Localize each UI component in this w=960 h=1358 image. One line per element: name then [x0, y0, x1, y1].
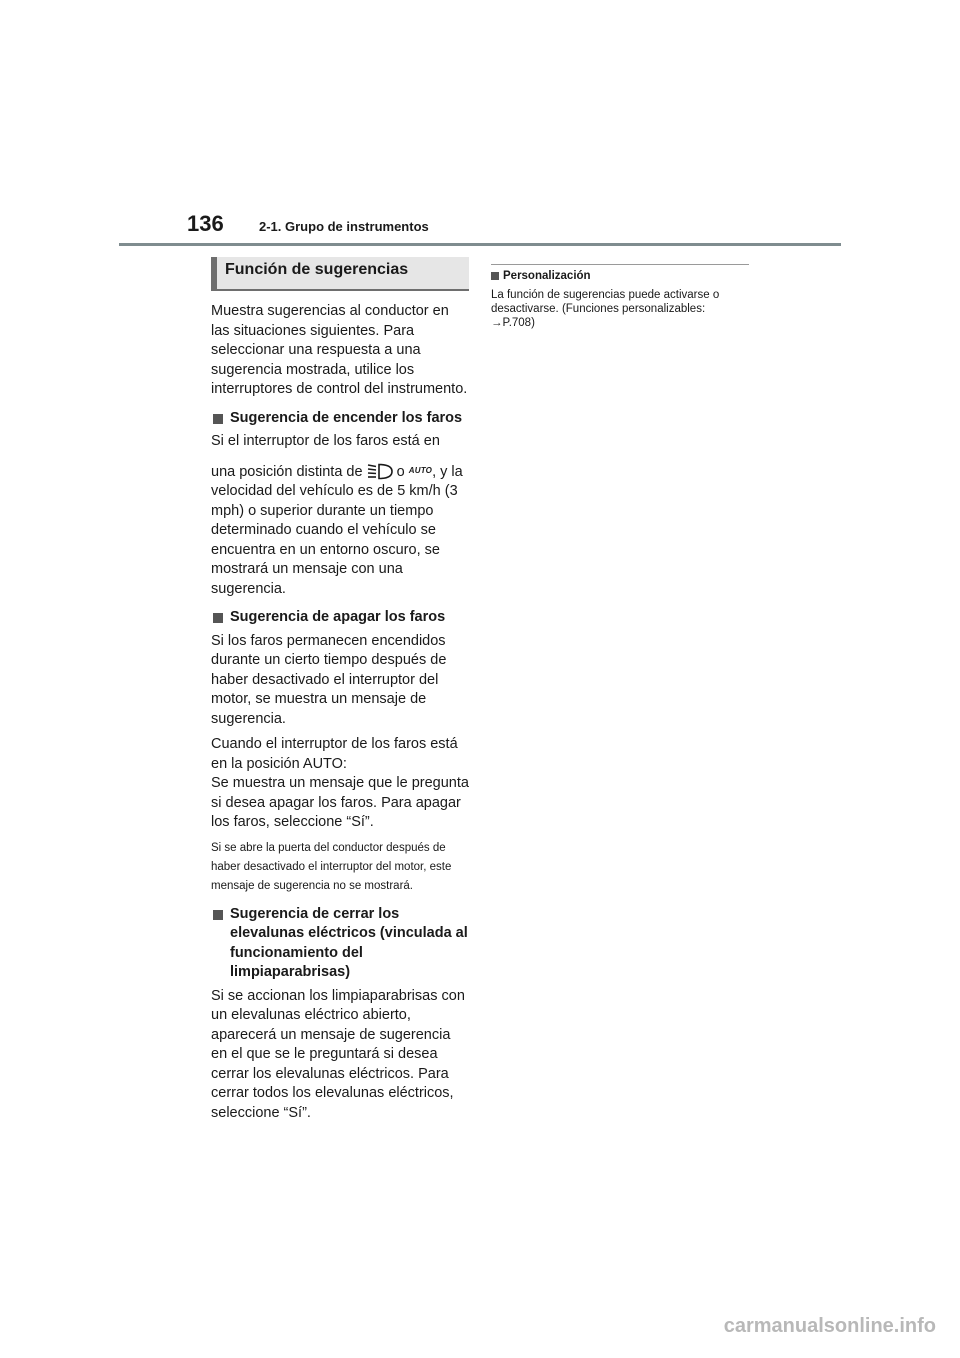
subheading-text: Sugerencia de apagar los faros: [230, 609, 446, 625]
subheading-close-windows: [211, 905, 469, 983]
square-bullet-icon: [213, 613, 223, 623]
subheading-turn-off-lights: [211, 608, 469, 628]
text-span: o: [396, 463, 405, 480]
text-span: Se muestra un mensaje que le pregunta si desea apagar los faros. Para apagar los faros, seleccione “Sí”.: [211, 775, 469, 830]
text-span: , y la velocidad del vehículo es de 5 km/h (3 mph) o superior durante un tiempo determinado cuando el vehículo se encuentra en un entorno oscuro, se mostrará un mensaje con una sugerencia.: [211, 463, 463, 597]
square-bullet-icon: [213, 414, 223, 424]
section-heading-text: Función de sugerencias: [225, 261, 409, 278]
section-heading: [211, 257, 469, 289]
text-span: una posición distinta de: [211, 463, 363, 480]
paragraph-with-icons: [211, 461, 469, 600]
text-span: Cuando el interruptor de los faros está en la posición AUTO:: [211, 736, 458, 772]
watermark: carmanualsonline.info: [723, 1315, 936, 1337]
square-bullet-icon: [213, 910, 223, 920]
paragraph: Si se accionan los limpiaparabrisas con un elevalunas eléctrico abierto, aparecerá un mensaje de sugerencia en el que se le preguntará si desea cerrar los elevalunas eléctricos. Para cerrar todos los elevalunas eléctricos, seleccione “Sí”.: [211, 987, 465, 1121]
subheading-customization: [491, 270, 749, 282]
page-number: 136: [187, 211, 224, 236]
subheading-text: Sugerencia de cerrar los elevalunas eléctricos (vinculada al funcionamiento del limpiaparabrisas): [230, 905, 468, 980]
headlight-icon: [367, 463, 393, 480]
subheading-text: Sugerencia de encender los faros: [230, 409, 463, 426]
customization-paragraph: La función de sugerencias puede activarse o desactivarse. (Funciones personalizables: →P.708): [491, 289, 720, 329]
divider: [491, 264, 749, 265]
paragraph: [211, 735, 469, 833]
subheading-turn-on-lights: [211, 409, 469, 429]
right-column: [491, 264, 749, 342]
square-bullet-icon: [491, 272, 499, 280]
paragraph: Si el interruptor de los faros está en: [211, 433, 440, 449]
left-column: [211, 257, 469, 1123]
section-title: 2-1. Grupo de instrumentos: [259, 219, 429, 234]
note-paragraph: Si se abre la puerta del conductor después de haber desactivado el interruptor del motor, este mensaje de sugerencia no se mostrará.: [211, 841, 452, 892]
header-rule: [119, 243, 841, 246]
intro-paragraph: Muestra sugerencias al conductor en las situaciones siguientes. Para seleccionar una respuesta a una sugerencia mostrada, utilice los interruptores de control del instrumento.: [211, 303, 468, 397]
auto-light-icon: AUTO: [408, 465, 433, 475]
heading-underline: [211, 289, 469, 291]
subheading-text: Personalización: [503, 270, 591, 282]
paragraph: Si los faros permanecen encendidos durante un cierto tiempo después de haber desactivado el interruptor del motor, se muestra un mensaje de sugerencia.: [211, 632, 447, 727]
